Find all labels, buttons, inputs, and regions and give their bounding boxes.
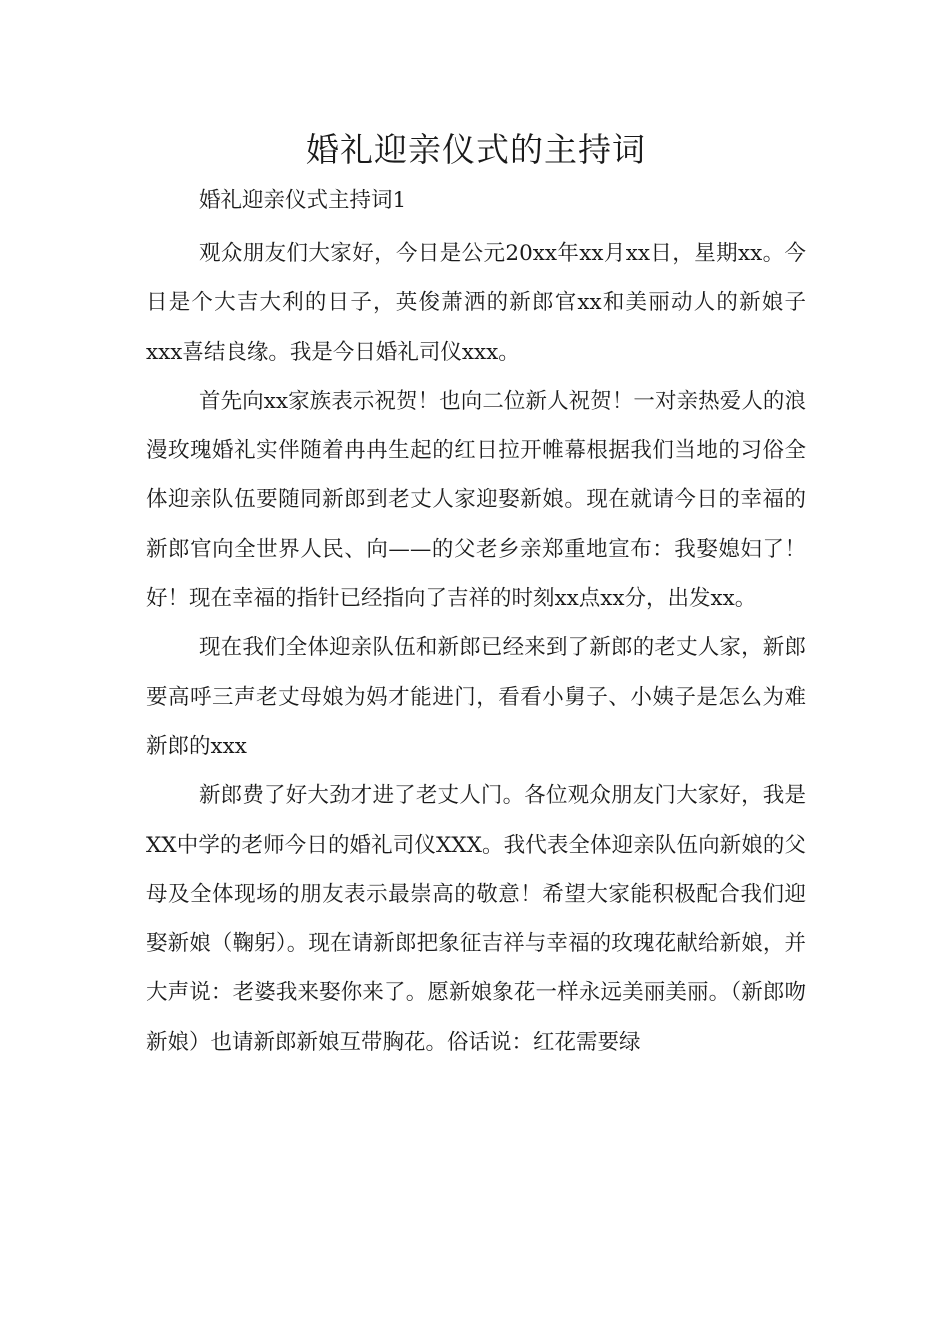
section-heading: 婚礼迎亲仪式主持词1 bbox=[199, 188, 407, 213]
document-title: 婚礼迎亲仪式的主持词 bbox=[306, 130, 646, 169]
paragraph-4: 新郎费了好大劲才进了老丈人门。各位观众朋友门大家好，我是XX中学的老师今日的婚礼司仪XXX。我代表全体迎亲队伍向新娘的父母及全体现场的朋友表示最崇高的敬意！希望大家能积极配合我们迎娶新娘（鞠躬）。现在请新郎把象征吉祥与幸福的玫瑰花献给新娘，并大声说：老婆我来娶你来了。愿新娘象花一样永远美丽美丽。（新郎吻新娘）也请新郎新娘互带胸花。俗话说：红花需要绿 bbox=[146, 783, 806, 1055]
paragraph-2: 首先向xx家族表示祝贺！也向二位新人祝贺！一对亲热爱人的浪漫玫瑰婚礼实伴随着冉冉生起的红日拉开帷幕根据我们当地的习俗全体迎亲队伍要随同新郎到老丈人家迎娶新娘。现在就请今日的幸福的新郎官向全世界人民、向——的父老乡亲郑重地宣布：我娶媳妇了！好！现在幸福的指针已经指向了吉祥的时刻xx点xx分，出发xx。 bbox=[146, 388, 806, 612]
document-page bbox=[146, 124, 806, 1067]
paragraph-3: 现在我们全体迎亲队伍和新郎已经来到了新郎的老丈人家，新郎要高呼三声老丈母娘为妈才能进门，看看小舅子、小姨子是怎么为难新郎的xxx bbox=[146, 635, 806, 759]
paragraph-1: 观众朋友们大家好，今日是公元20xx年xx月xx日，星期xx。今日是个大吉大利的日子，英俊萧洒的新郎官xx和美丽动人的新娘子xxx喜结良缘。我是今日婚礼司仪xxx。 bbox=[146, 241, 806, 365]
